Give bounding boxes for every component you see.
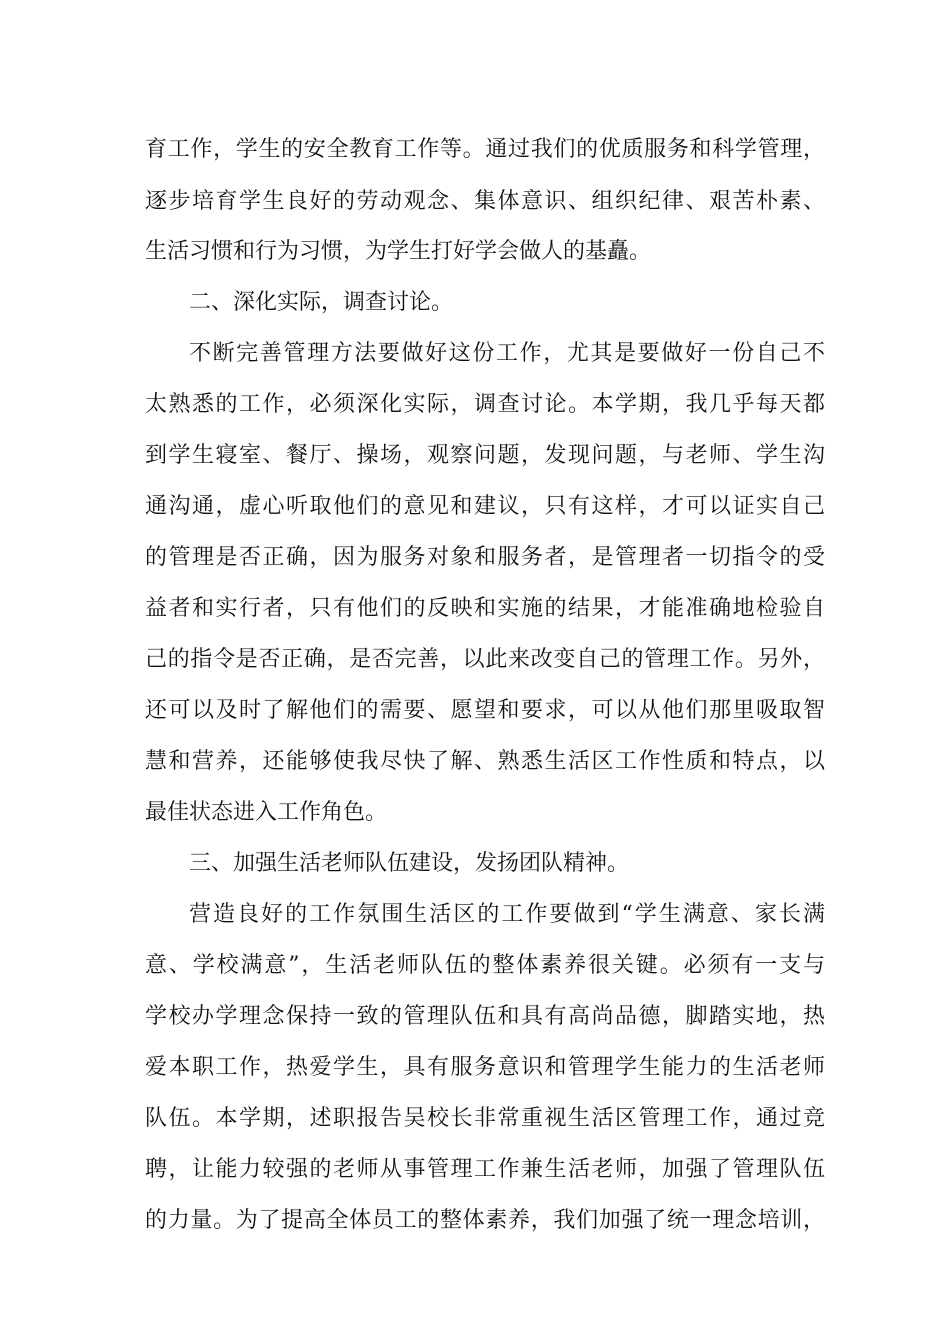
text-line: 太熟悉的工作，必须深化实际，调查讨论。本学期，我几乎每天都 <box>145 392 825 417</box>
text-line: 意、学校满意”，生活老师队伍的整体素养很关键。必须有一支与 <box>145 953 825 978</box>
text-line: 慧和营养，还能够使我尽快了解、熟悉生活区工作性质和特点，以 <box>145 749 825 774</box>
text-line: 生活习惯和行为习惯，为学生打好学会做人的基矗。 <box>145 239 652 264</box>
text-line: 最佳状态进入工作角色。 <box>145 800 388 825</box>
text-line: 的力量。为了提高全体员工的整体素养，我们加强了统一理念培训， <box>145 1208 825 1233</box>
text-line: 育工作，学生的安全教育工作等。通过我们的优质服务和科学管理， <box>145 137 825 162</box>
section-heading-2: 二、深化实际，调查讨论。 <box>189 290 454 315</box>
text-line: 己的指令是否正确，是否完善，以此来改变自己的管理工作。另外， <box>145 647 825 672</box>
text-line: 通沟通，虚心听取他们的意见和建议，只有这样，才可以证实自己 <box>145 494 825 519</box>
section-heading-3: 三、加强生活老师队伍建设，发扬团队精神。 <box>189 851 630 876</box>
text-line: 聘，让能力较强的老师从事管理工作兼生活老师，加强了管理队伍 <box>145 1157 825 1182</box>
text-line: 学校办学理念保持一致的管理队伍和具有高尚品德，脚踏实地，热 <box>145 1004 825 1029</box>
text-line: 爱本职工作，热爱学生，具有服务意识和管理学生能力的生活老师 <box>145 1055 825 1080</box>
text-line: 逐步培育学生良好的劳动观念、集体意识、组织纪律、艰苦朴素、 <box>145 189 825 214</box>
text-line: 还可以及时了解他们的需要、愿望和要求，可以从他们那里吸取智 <box>145 698 825 723</box>
text-line: 益者和实行者，只有他们的反映和实施的结果，才能准确地检验自 <box>145 596 825 621</box>
text-line: 的管理是否正确，因为服务对象和服务者，是管理者一切指令的受 <box>145 545 825 570</box>
text-line: 不断完善管理方法要做好这份工作，尤其是要做好一份自己不 <box>189 341 825 366</box>
text-line: 队伍。本学期，述职报告吴校长非常重视生活区管理工作，通过竞 <box>145 1106 825 1131</box>
text-line: 到学生寝室、餐厅、操场，观察问题，发现问题，与老师、学生沟 <box>145 443 825 468</box>
text-line: 营造良好的工作氛围生活区的工作要做到“学生满意、家长满 <box>189 902 825 927</box>
